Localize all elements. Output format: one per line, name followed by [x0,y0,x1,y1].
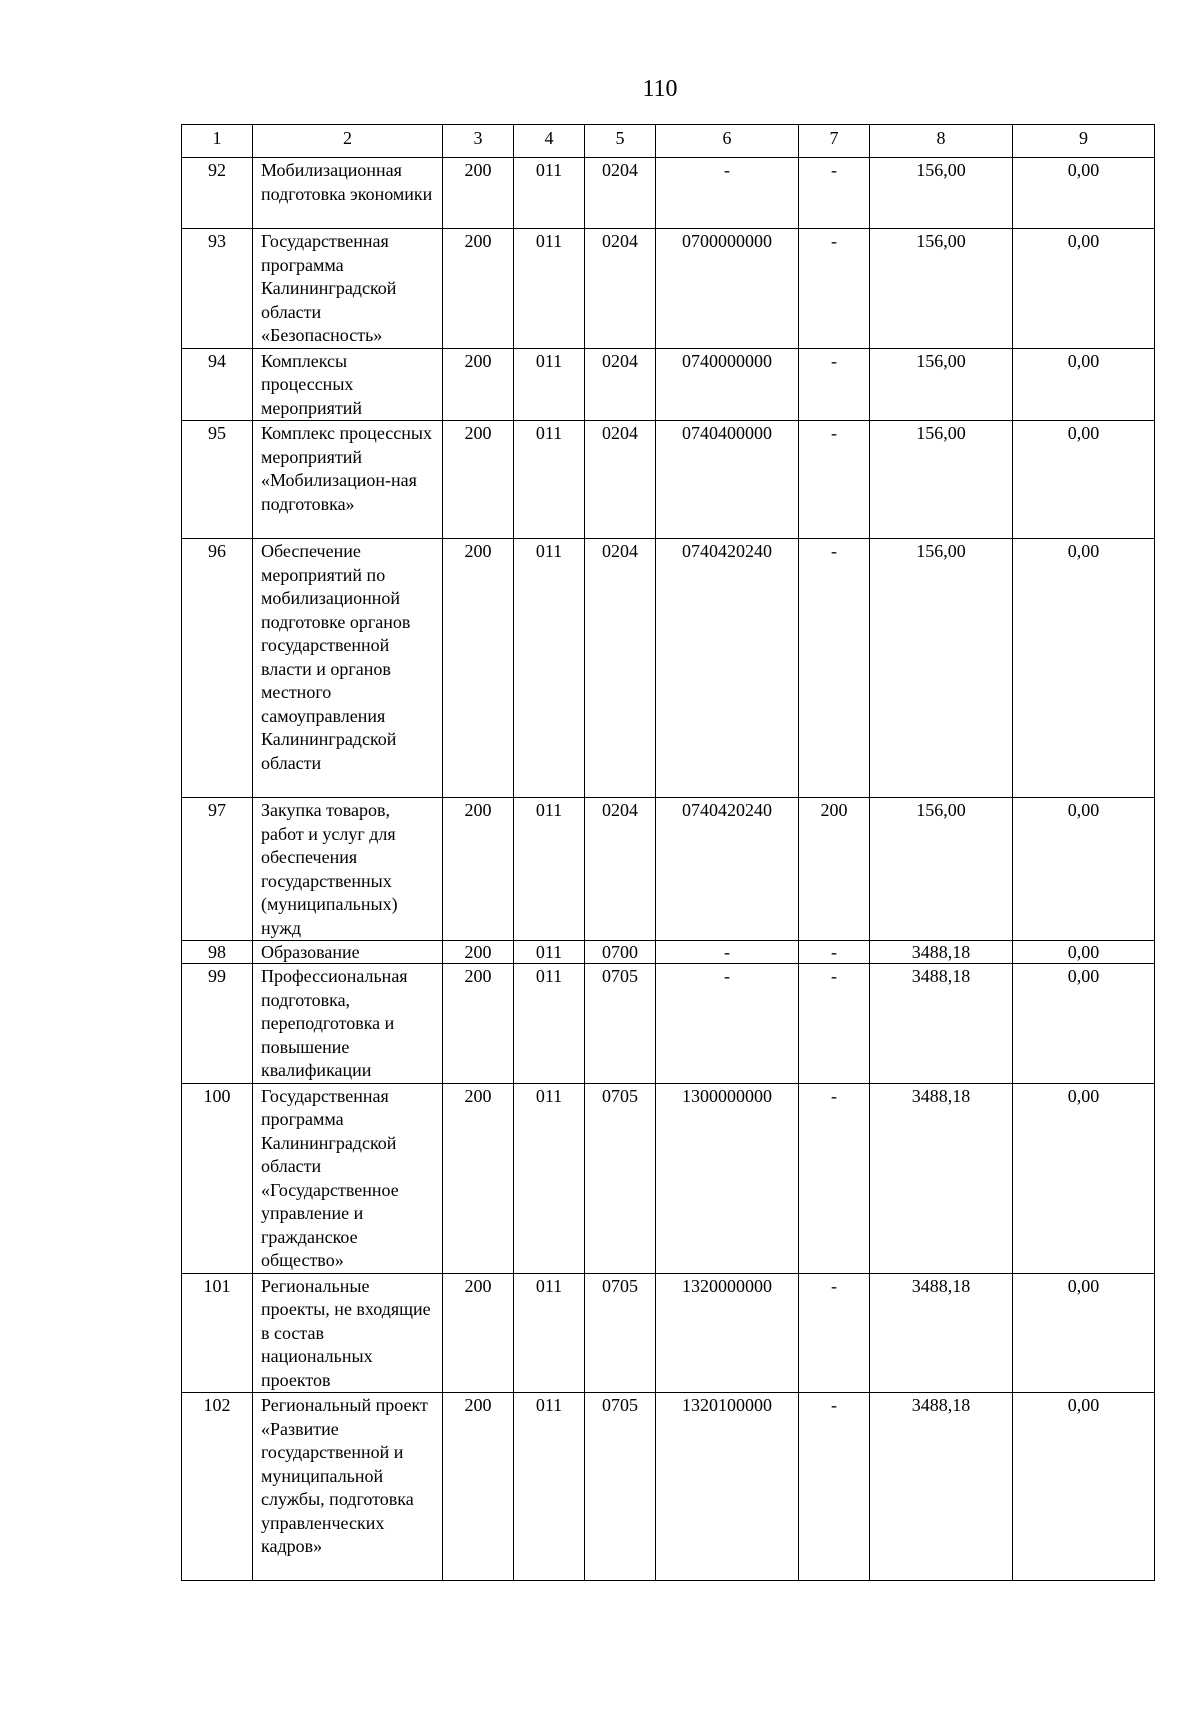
col7-value: - [799,1083,870,1273]
col8-value: 3488,18 [870,1273,1013,1393]
col6-value: 1320000000 [656,1273,799,1393]
col9-value: 0,00 [1013,158,1155,229]
col9-value: 0,00 [1013,1393,1155,1581]
col5-value: 0700 [585,941,656,964]
row-name: Государственная программа Калининградской области «Безопасность» [253,229,443,349]
col4-value: 011 [514,229,585,349]
col4-value: 011 [514,941,585,964]
col8-value: 3488,18 [870,1393,1013,1581]
col9-value: 0,00 [1013,539,1155,798]
col5-value: 0705 [585,964,656,1084]
budget-table [181,124,1155,1581]
col7-value: - [799,1273,870,1393]
row-name: Закупка товаров, работ и услуг для обеспечения государственных (муниципальных) нужд [253,798,443,941]
table-header-row [182,125,1155,158]
col3-value: 200 [443,421,514,539]
row-number: 102 [182,1393,253,1581]
column-header-3: 3 [443,125,514,158]
col5-value: 0204 [585,539,656,798]
row-name: Государственная программа Калининградской области «Государственное управление и гражданское общество» [253,1083,443,1273]
col4-value: 011 [514,964,585,1084]
col8-value: 156,00 [870,539,1013,798]
row-number: 93 [182,229,253,349]
col5-value: 0204 [585,229,656,349]
col3-value: 200 [443,539,514,798]
col6-value: - [656,964,799,1084]
col6-value: - [656,158,799,229]
col3-value: 200 [443,1273,514,1393]
col7-value: - [799,1393,870,1581]
table-row [182,539,1155,798]
col4-value: 011 [514,1273,585,1393]
col4-value: 011 [514,539,585,798]
row-name: Образование [253,941,443,964]
col8-value: 3488,18 [870,964,1013,1084]
col7-value: - [799,229,870,349]
col9-value: 0,00 [1013,964,1155,1084]
page-number: 110 [642,76,678,102]
col5-value: 0705 [585,1273,656,1393]
col9-value: 0,00 [1013,941,1155,964]
col5-value: 0204 [585,421,656,539]
col6-value: 1320100000 [656,1393,799,1581]
col9-value: 0,00 [1013,1083,1155,1273]
column-header-7: 7 [799,125,870,158]
row-number: 98 [182,941,253,964]
row-number: 95 [182,421,253,539]
row-name: Комплексы процессных мероприятий [253,348,443,421]
col6-value: - [656,941,799,964]
col5-value: 0204 [585,158,656,229]
col6-value: 0740420240 [656,539,799,798]
table-row [182,1083,1155,1273]
row-name: Обеспечение мероприятий по мобилизационной подготовке органов государственной власти и органов местного самоуправления Калининградской области [253,539,443,798]
col3-value: 200 [443,1393,514,1581]
col5-value: 0204 [585,798,656,941]
row-number: 97 [182,798,253,941]
column-header-6: 6 [656,125,799,158]
col8-value: 3488,18 [870,1083,1013,1273]
column-header-1: 1 [182,125,253,158]
column-header-8: 8 [870,125,1013,158]
table-row [182,964,1155,1084]
col9-value: 0,00 [1013,798,1155,941]
col4-value: 011 [514,348,585,421]
col6-value: 0700000000 [656,229,799,349]
column-header-5: 5 [585,125,656,158]
col5-value: 0705 [585,1083,656,1273]
col3-value: 200 [443,158,514,229]
row-name: Региональные проекты, не входящие в состав национальных проектов [253,1273,443,1393]
col3-value: 200 [443,229,514,349]
row-number: 100 [182,1083,253,1273]
row-name: Региональный проект «Развитие государственной и муниципальной службы, подготовка управленческих кадров» [253,1393,443,1581]
row-name: Комплекс процессных мероприятий «Мобилизацион-ная подготовка» [253,421,443,539]
table-row [182,421,1155,539]
col8-value: 156,00 [870,158,1013,229]
col6-value: 0740400000 [656,421,799,539]
col8-value: 156,00 [870,798,1013,941]
col7-value: 200 [799,798,870,941]
col8-value: 3488,18 [870,941,1013,964]
row-number: 94 [182,348,253,421]
table-row [182,941,1155,964]
col9-value: 0,00 [1013,348,1155,421]
col3-value: 200 [443,941,514,964]
row-number: 99 [182,964,253,1084]
table-row [182,1273,1155,1393]
col4-value: 011 [514,798,585,941]
col7-value: - [799,941,870,964]
col7-value: - [799,964,870,1084]
table-row [182,158,1155,229]
col9-value: 0,00 [1013,421,1155,539]
col3-value: 200 [443,798,514,941]
col8-value: 156,00 [870,421,1013,539]
column-header-9: 9 [1013,125,1155,158]
column-header-2: 2 [253,125,443,158]
col8-value: 156,00 [870,229,1013,349]
col6-value: 0740000000 [656,348,799,421]
col6-value: 0740420240 [656,798,799,941]
col5-value: 0204 [585,348,656,421]
col9-value: 0,00 [1013,1273,1155,1393]
col9-value: 0,00 [1013,229,1155,349]
row-number: 96 [182,539,253,798]
col7-value: - [799,421,870,539]
row-number: 92 [182,158,253,229]
col6-value: 1300000000 [656,1083,799,1273]
col7-value: - [799,539,870,798]
row-number: 101 [182,1273,253,1393]
table-row [182,1393,1155,1581]
col8-value: 156,00 [870,348,1013,421]
col4-value: 011 [514,158,585,229]
table-row [182,348,1155,421]
table-row [182,229,1155,349]
table-row [182,798,1155,941]
col7-value: - [799,348,870,421]
col5-value: 0705 [585,1393,656,1581]
column-header-4: 4 [514,125,585,158]
col4-value: 011 [514,421,585,539]
row-name: Мобилизационная подготовка экономики [253,158,443,229]
col3-value: 200 [443,964,514,1084]
row-name: Профессиональная подготовка, переподготовка и повышение квалификации [253,964,443,1084]
col7-value: - [799,158,870,229]
col3-value: 200 [443,348,514,421]
col3-value: 200 [443,1083,514,1273]
col4-value: 011 [514,1083,585,1273]
col4-value: 011 [514,1393,585,1581]
